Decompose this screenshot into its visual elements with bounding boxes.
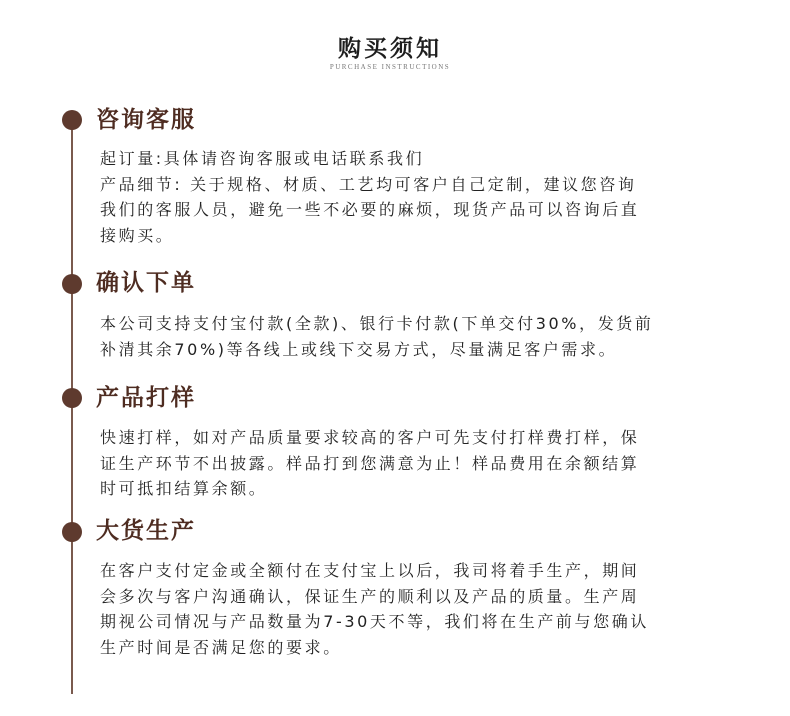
body-line: 接购买。 xyxy=(100,225,175,245)
body-line: 证生产环节不出披露。样品打到您满意为止！样品费用在余额结算 xyxy=(100,453,640,473)
section-title: 确认下单 xyxy=(96,269,196,296)
body-line: 在客户支付定金或全额付在支付宝上以后，我司将着手生产，期间 xyxy=(100,561,640,580)
section-body xyxy=(100,425,730,502)
page-subtitle: PURCHASE INSTRUCTIONS xyxy=(329,63,451,71)
body-line: 产品细节: 关于规格、材质、工艺均可客户自己定制，建议您咨询 xyxy=(100,174,637,194)
timeline-dot-icon xyxy=(62,274,82,294)
body-line: 起订量:具体请咨询客服或电话联系我们 xyxy=(100,149,425,168)
section-title: 大货生产 xyxy=(96,517,196,544)
section-title: 产品打样 xyxy=(96,384,196,411)
body-line: 生产时间是否满足您的要求。 xyxy=(100,637,342,657)
timeline-dot-icon xyxy=(62,388,82,408)
page-title: 购买须知 xyxy=(338,35,442,62)
body-line: 快速打样，如对产品质量要求较高的客户可先支付打样费打样，保 xyxy=(100,428,640,447)
section-title: 咨询客服 xyxy=(96,106,196,133)
timeline-dot-icon xyxy=(62,110,82,130)
body-line: 时可抵扣结算余额。 xyxy=(100,479,268,498)
section-body xyxy=(100,311,730,362)
body-line: 本公司支持支付宝付款(全款)、银行卡付款(下单交付30%，发货前 xyxy=(100,314,654,333)
section-body xyxy=(100,558,730,660)
body-line: 期视公司情况与产品数量为7-30天不等，我们将在生产前与您确认 xyxy=(100,612,649,631)
body-line: 我们的客服人员，避免一些不必要的麻烦，现货产品可以咨询后直 xyxy=(100,200,640,219)
timeline-dot-icon xyxy=(62,522,82,542)
body-line: 补清其余70%)等各线上或线下交易方式，尽量满足客户需求。 xyxy=(100,339,618,359)
body-line: 会多次与客户沟通确认，保证生产的顺利以及产品的质量。生产周 xyxy=(100,586,640,606)
section-body xyxy=(100,146,730,248)
